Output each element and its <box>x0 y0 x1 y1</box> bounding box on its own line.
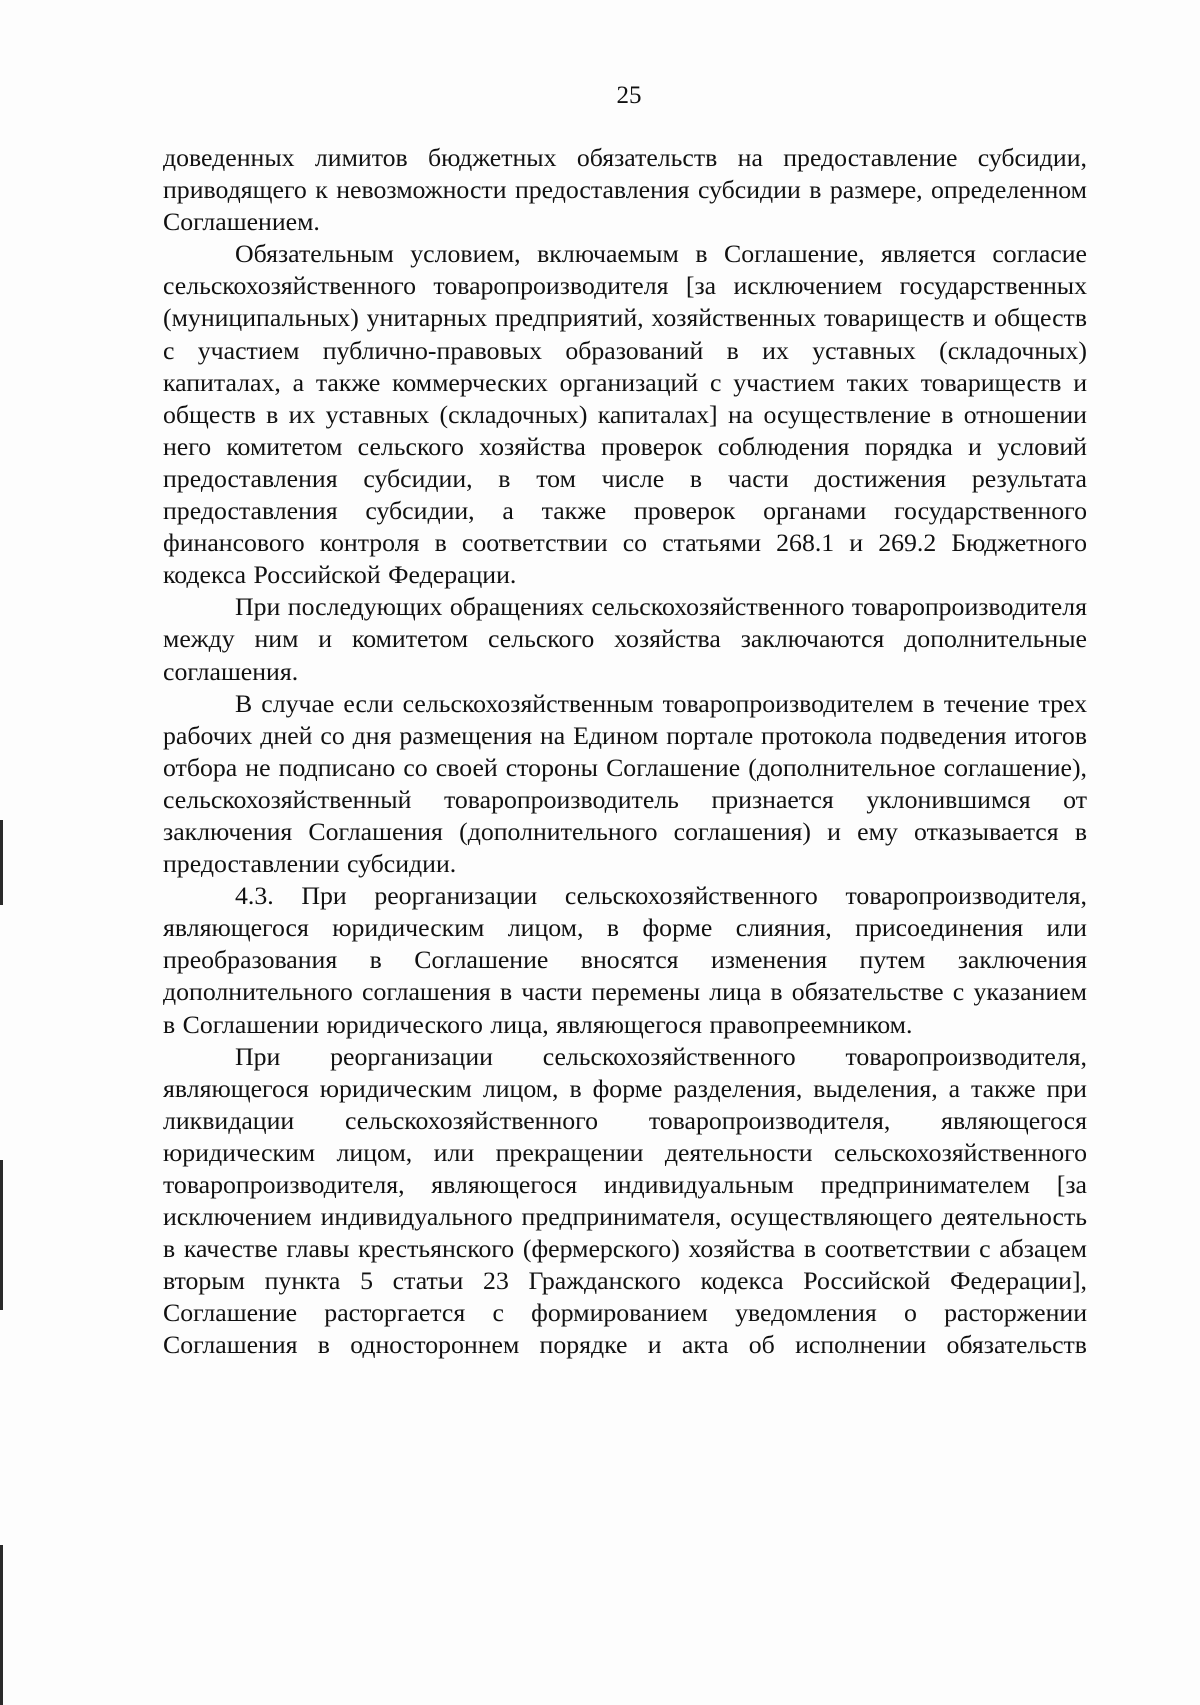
document-body <box>163 142 1087 1362</box>
paragraph-reorganization-split: При реорганизации сельскохозяйственного товаропроизводителя, являющегося юридическим лицом, в форме разделения, выделения, а также при ликвидации сельскохозяйственного товаропроизводителя, являющегося юридическим лицом, или прекращении деятельности сельскохозяйственного товаропроизводителя, являющегося индивидуальным предпринимателем [за исключением индивидуального предпринимателя, осуществляющего деятельность в качестве главы крестьянского (фермерского) хозяйства в соответствии с абзацем вторым пункта 5 статьи 23 Гражданского кодекса Российской Федерации], Соглашение расторгается с формированием уведомления о расторжении Соглашения в одностороннем порядке и акта об исполнении обязательств <box>163 1041 1087 1360</box>
paragraph-mandatory-condition: Обязательным условием, включаемым в Соглашение, является согласие сельскохозяйственного товаропроизводителя [за исключением государственных (муниципальных) унитарных предприятий, хозяйственных товариществ и обществ с участием публично-правовых образований в их уставных (складочных) капиталах, а также коммерческих организаций с участием таких товариществ и обществ в их уставных (складочных) капиталах] на осуществление в отношении него комитетом сельского хозяйства проверок соблюдения порядка и условий предоставления субсидии, в том числе в части достижения результата предоставления субсидии, а также проверок органами государственного финансового контроля в соответствии со статьями 268.1 и 269.2 Бюджетного кодекса Российской Федерации. <box>163 239 1087 590</box>
paragraph-subsequent-requests: При последующих обращениях сельскохозяйственного товаропроизводителя между ним и комитетом сельского хозяйства заключаются дополнительные соглашения. <box>163 592 1087 686</box>
scan-edge-mark-top <box>0 820 3 905</box>
page-number: 25 <box>616 82 642 109</box>
paragraph-clause-4-3: 4.3. При реорганизации сельскохозяйственного товаропроизводителя, являющегося юридическим лицом, в форме слияния, присоединения или преобразования в Соглашение вносятся изменения путем заключения дополнительного соглашения в части перемены лица в обязательстве с указанием в Соглашении юридического лица, являющегося правопреемником. <box>163 881 1087 1039</box>
scan-edge-mark-bottom <box>0 1545 3 1705</box>
paragraph-continuation: доведенных лимитов бюджетных обязательств на предоставление субсидии, приводящего к невозможности предоставления субсидии в размере, определенном Соглашением. <box>163 143 1087 237</box>
paragraph-unsigned-agreement: В случае если сельскохозяйственным товаропроизводителем в течение трех рабочих дней со дня размещения на Едином портале протокола подведения итогов отбора не подписано со своей стороны Соглашение (дополнительное соглашение), сельскохозяйственный товаропроизводитель признается уклонившимся от заключения Соглашения (дополнительного соглашения) и ему отказывается в предоставлении субсидии. <box>163 688 1087 879</box>
scan-edge-mark-middle <box>0 1160 3 1310</box>
